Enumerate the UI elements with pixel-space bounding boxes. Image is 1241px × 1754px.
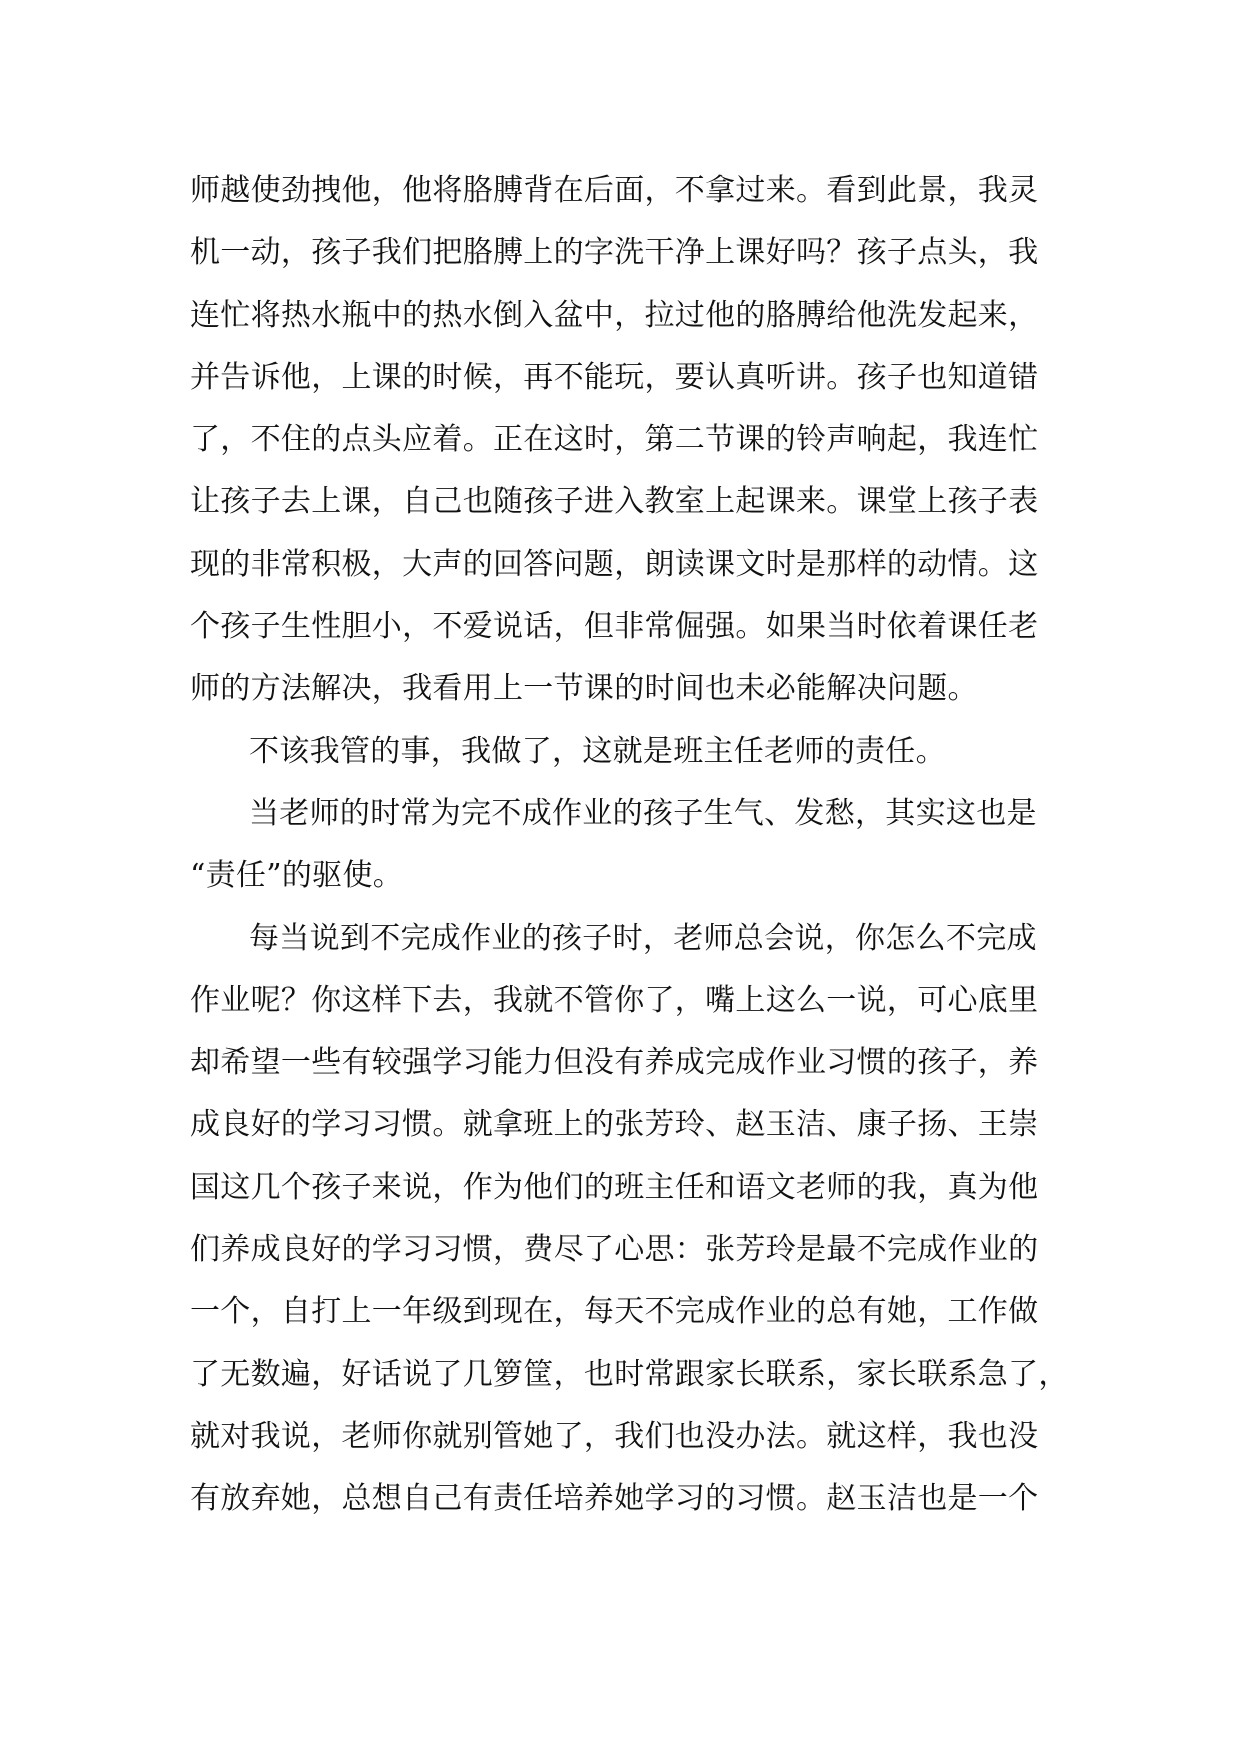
text-line: 成良好的学习习惯。就拿班上的张芳玲、赵玉洁、康子扬、王崇 — [190, 1107, 1039, 1143]
paragraph-first-line: 每当说到不完成作业的孩子时，老师总会说，你怎么不完成 — [249, 920, 1037, 956]
text-line: 了，不住的点头应着。正在这时，第二节课的铃声响起，我连忙 — [190, 422, 1039, 458]
text-line: 国这几个孩子来说，作为他们的班主任和语文老师的我，真为他 — [190, 1169, 1039, 1205]
paragraph-first-line: 当老师的时常为完不成作业的孩子生气、发愁，其实这也是 — [249, 795, 1037, 831]
text-line: 了无数遍，好话说了几箩筐，也时常跟家长联系，家长联系急了， — [190, 1356, 1069, 1392]
text-line: 一个，自打上一年级到现在，每天不完成作业的总有她，工作做 — [190, 1294, 1039, 1330]
text-line: 就对我说，老师你就别管她了，我们也没办法。就这样，我也没 — [190, 1418, 1039, 1454]
text-line: 机一动，孩子我们把胳膊上的字洗干净上课好吗？孩子点头，我 — [190, 235, 1039, 271]
text-line: 并告诉他，上课的时候，再不能玩，要认真听讲。孩子也知道错 — [190, 359, 1039, 395]
text-line: 现的非常积极，大声的回答问题，朗读课文时是那样的动情。这 — [190, 546, 1039, 582]
text-line: 个孩子生性胆小，不爱说话，但非常倔强。如果当时依着课任老 — [190, 609, 1039, 645]
text-line: “责任”的驱使。 — [190, 858, 404, 894]
text-line: 师的方法解决，我看用上一节课的时间也未必能解决问题。 — [190, 671, 978, 707]
paragraph-first-line: 不该我管的事，我做了，这就是班主任老师的责任。 — [249, 733, 946, 769]
text-line: 师越使劲拽他，他将胳膊背在后面，不拿过来。看到此景，我灵 — [190, 173, 1039, 208]
text-line: 作业呢？你这样下去，我就不管你了，嘴上这么一说，可心底里 — [190, 982, 1039, 1018]
body-text — [190, 160, 1069, 1531]
text-line: 连忙将热水瓶中的热水倒入盆中，拉过他的胳膊给他洗发起来， — [190, 297, 1039, 333]
text-line: 却希望一些有较强学习能力但没有养成完成作业习惯的孩子，养 — [190, 1045, 1039, 1081]
text-line: 有放弃她，总想自己有责任培养她学习的习惯。赵玉洁也是一个 — [190, 1481, 1039, 1517]
text-line: 让孩子去上课，自己也随孩子进入教室上起课来。课堂上孩子表 — [190, 484, 1039, 520]
text-line: 们养成良好的学习习惯，费尽了心思：张芳玲是最不完成作业的 — [190, 1232, 1039, 1268]
